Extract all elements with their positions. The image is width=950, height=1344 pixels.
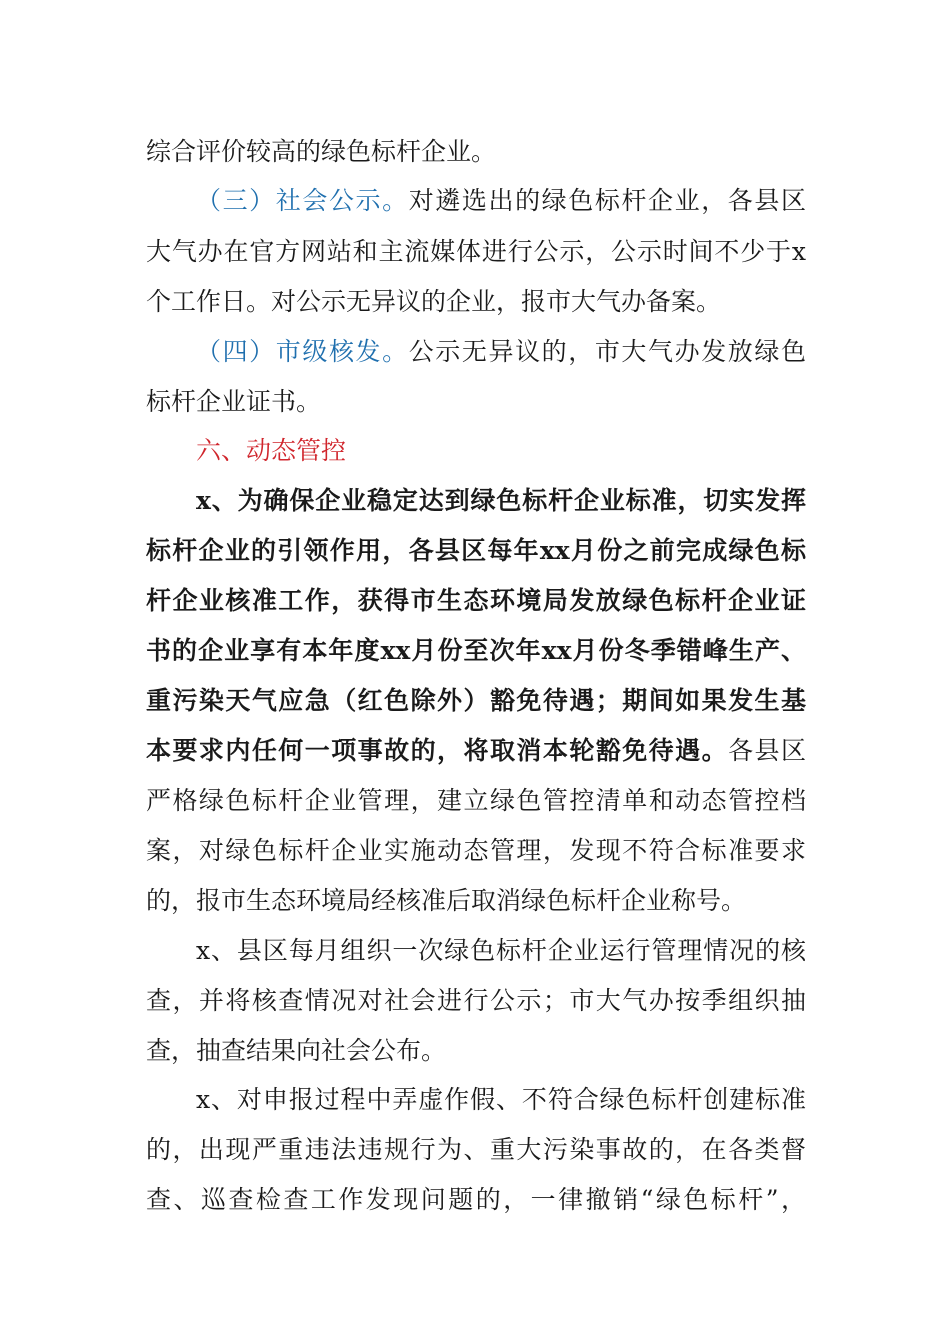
paragraph-line: 大气办在官方网站和主流媒体进行公示，公示时间不少于x — [146, 237, 806, 266]
paragraph-line: 个工作日。对公示无异议的企业，报市大气办备案。 — [146, 287, 722, 316]
paragraph-text: 对遴选出的绿色标杆企业，各县区 — [408, 186, 806, 215]
paragraph-line: 杆企业核准工作，获得市生态环境局发放绿色标杆企业证 — [146, 586, 806, 615]
paragraph-line: 案，对绿色标杆企业实施动态管理，发现不符合标准要求 — [146, 836, 806, 865]
section-heading: 六、动态管控 — [196, 436, 347, 465]
paragraph-line: 的，出现严重违法违规行为、重大污染事故的，在各类督 — [146, 1135, 806, 1164]
subheading-city-issuance: （四）市级核发。 — [196, 337, 409, 366]
paragraph-line: 标杆企业证书。 — [146, 387, 322, 416]
paragraph-text: 公示无异议的，市大气办发放绿色 — [408, 337, 806, 366]
paragraph-line: 查、巡查检查工作发现问题的，一律撤销“绿色标杆”， — [146, 1185, 806, 1214]
paragraph-line — [196, 186, 806, 216]
paragraph-line: x、为确保企业稳定达到绿色标杆企业标准，切实发挥 — [196, 486, 806, 515]
paragraph-line: 查，抽查结果向社会公布。 — [146, 1036, 447, 1065]
paragraph-line: x、县区每月组织一次绿色标杆企业运行管理情况的核 — [196, 936, 806, 965]
paragraph-line — [196, 337, 806, 367]
paragraph-line: 重污染天气应急（红色除外）豁免待遇；期间如果发生基 — [146, 686, 806, 715]
paragraph-line: 查，并将核查情况对社会进行公示；市大气办按季组织抽 — [146, 986, 806, 1015]
paragraph-line: 综合评价较高的绿色标杆企业。 — [146, 137, 497, 166]
paragraph-line: 标杆企业的引领作用，各县区每年xx月份之前完成绿色标 — [146, 536, 806, 565]
paragraph-line: 严格绿色标杆企业管理，建立绿色管控清单和动态管控档 — [146, 786, 806, 815]
paragraph-line: 书的企业享有本年度xx月份至次年xx月份冬季错峰生产、 — [146, 636, 806, 665]
subheading-social-publicity: （三）社会公示。 — [196, 186, 409, 215]
paragraph-line — [146, 736, 806, 766]
paragraph-line: 的，报市生态环境局经核准后取消绿色标杆企业称号。 — [146, 886, 747, 915]
paragraph-text-bold: 本要求内任何一项事故的，将取消本轮豁免待遇。 — [146, 736, 729, 765]
paragraph-line: x、对申报过程中弄虚作假、不符合绿色标杆创建标准 — [196, 1085, 806, 1114]
paragraph-text: 各县区 — [728, 736, 806, 765]
